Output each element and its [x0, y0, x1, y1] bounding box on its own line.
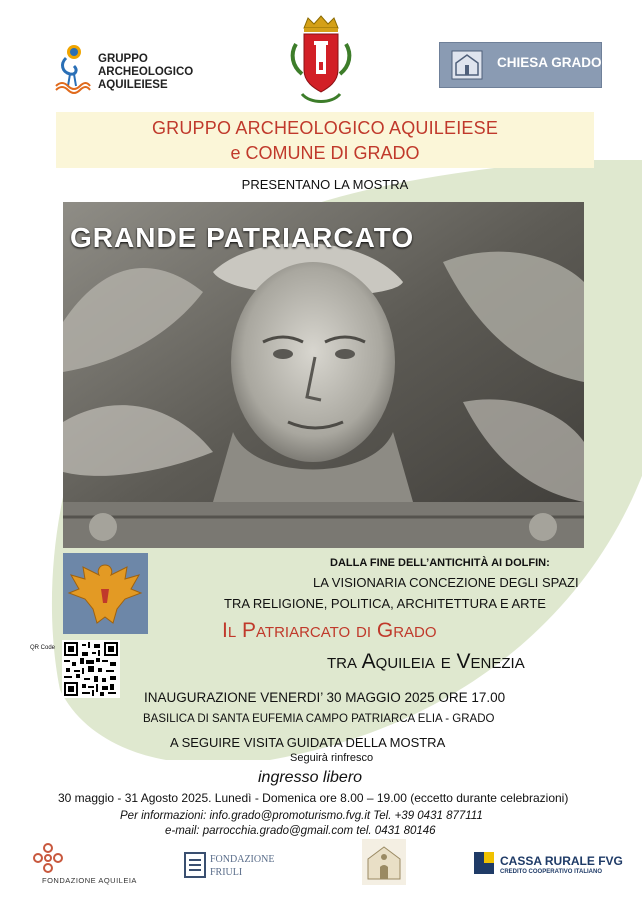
headline-aquileia-venezia: tra Aquileia e Venezia [327, 650, 525, 673]
cassa-rurale-logo-icon [474, 852, 494, 874]
heron-icon [52, 42, 92, 94]
organizer-line-1: GRUPPO ARCHEOLOGICO AQUILEIESE [151, 118, 499, 138]
cassa-rurale-label: CASSA RURALE FVG [500, 854, 623, 868]
exhibition-dates-text: 30 maggio - 31 Agosto 2025. Lunedì - Domenica ore 8.00 – 19.00 (eccetto durante celebrazioni) [58, 791, 569, 805]
fondazione-friuli-logo-icon [184, 852, 206, 878]
info-contact-line-1: Per informazioni: info.grado@promoturismo.fvg.it Tel. +39 0431 877111 [120, 810, 483, 822]
qr-code-label: QR Code [30, 645, 56, 651]
info-contact-line-2: e-mail: parrocchia.grado@gmail.com tel. 0431 80146 [165, 825, 436, 837]
headline-patriarcato: Il Patriarcato di Grado [222, 619, 437, 642]
subtitle-line-2: LA VISIONARIA CONCEZIONE DEGLI SPAZI [313, 575, 579, 590]
qr-code-icon [62, 640, 120, 698]
fondazione-aquileia-label: FONDAZIONE AQUILEIA [42, 876, 137, 885]
gaa-logo-line-3: AQUILEIESE [98, 79, 168, 91]
presenting-text: PRESENTANO LA MOSTRA [241, 177, 409, 192]
cassa-rurale-sublabel: CREDITO COOPERATIVO ITALIANO [500, 869, 603, 875]
church-building-icon [362, 839, 406, 885]
refreshment-text: Seguirà rinfresco [290, 752, 374, 764]
fondazione-friuli-label-2: FRIULI [210, 867, 243, 878]
eagle-emblem-icon [63, 553, 148, 634]
venue-text: BASILICA DI SANTA EUFEMIA CAMPO PATRIARCA ELIA - GRADO [143, 713, 495, 725]
chiesa-grado-label: CHIESA GRADO [497, 55, 602, 70]
fondazione-friuli-label-1: FONDAZIONE [210, 854, 275, 865]
photo-title: GRANDE PATRIARCATO [70, 222, 415, 253]
fondazione-aquileia-logo-icon [32, 842, 64, 874]
organizer-line-2: e COMUNE DI GRADO [230, 143, 420, 163]
gaa-logo-line-1: GRUPPO [98, 53, 148, 65]
subtitle-line-1: DALLA FINE DELL’ANTICHITÀ AI DOLFIN: [330, 557, 550, 569]
grado-coat-of-arms-icon [288, 14, 354, 110]
gaa-logo-text [98, 53, 193, 92]
subtitle-line-3: TRA RELIGIONE, POLITICA, ARCHITETTURA E ARTE [224, 596, 546, 611]
admission-text: ingresso libero [258, 769, 363, 786]
inauguration-text: INAUGURAZIONE VENERDI’ 30 MAGGIO 2025 ORE 17.00 [144, 690, 506, 705]
gaa-logo-line-2: ARCHEOLOGICO [98, 66, 194, 78]
church-icon [450, 49, 484, 81]
qr-code[interactable] [62, 640, 120, 698]
guided-visit-text: A SEGUIRE VISITA GUIDATA DELLA MOSTRA [170, 735, 446, 750]
